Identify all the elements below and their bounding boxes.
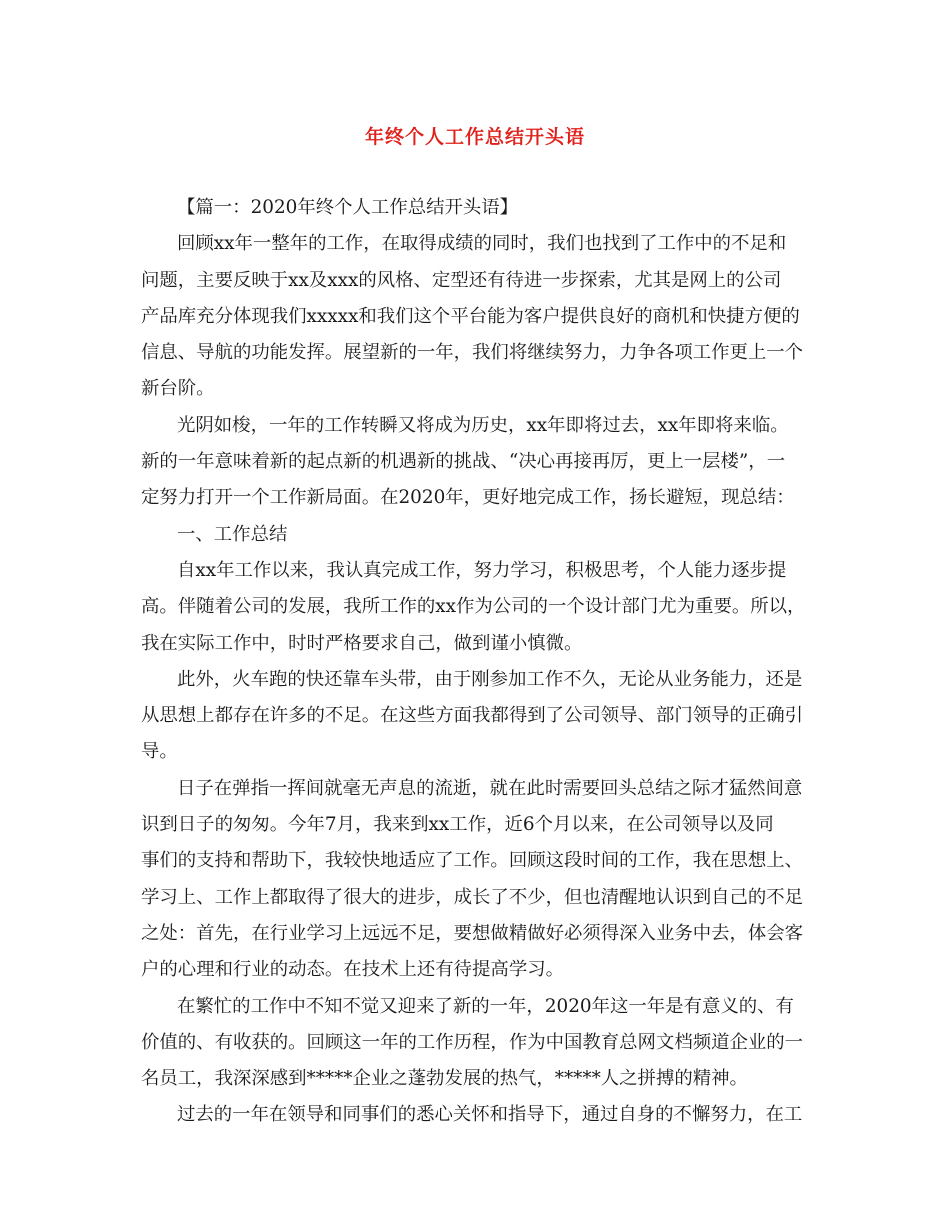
- text-line: 新台阶。: [141, 378, 215, 400]
- text-line: 识到日子的匆匆。今年7月，我来到xx工作，近6个月以来，在公司领导以及同: [141, 814, 774, 836]
- text-line: 光阴如梭，一年的工作转瞬又将成为历史，xx年即将过去，xx年即将来临。: [177, 414, 789, 436]
- text-line: 过去的一年在领导和同事们的悉心关怀和指导下，通过自身的不懈努力，在工: [177, 1104, 803, 1126]
- text-line: 我在实际工作中，时时严格要求自己，做到谨小慎微。: [141, 632, 583, 654]
- text-line: 从思想上都存在许多的不足。在这些方面我都得到了公司领导、部门领导的正确引: [141, 705, 804, 727]
- text-line: 高。伴随着公司的发展，我所工作的xx作为公司的一个设计部门尤为重要。所以，: [141, 596, 806, 618]
- text-line: 学习上、工作上都取得了很大的进步，成长了不少，但也清醒地认识到自己的不足: [141, 886, 804, 908]
- text-line: 在繁忙的工作中不知不觉又迎来了新的一年，2020年这一年是有意义的、有: [177, 995, 794, 1017]
- text-line: 信息、导航的功能发挥。展望新的一年，我们将继续努力，力争各项工作更上一个: [141, 342, 804, 364]
- text-line: 定努力打开一个工作新局面。在2020年，更好地完成工作，扬长避短，现总结：: [141, 487, 795, 509]
- text-line: 之处：首先，在行业学习上远远不足，要想做精做好必须得深入业务中去，体会客: [141, 922, 804, 944]
- text-line: 日子在弹指一挥间就毫无声息的流逝，就在此时需要回头总结之际才猛然间意: [177, 777, 803, 799]
- document-body: [141, 195, 831, 1139]
- text-line: 问题，主要反映于xx及xxx的风格、定型还有待进一步探索，尤其是网上的公司: [141, 269, 782, 291]
- text-line: 事们的支持和帮助下，我较快地适应了工作。回顾这段时间的工作，我在思想上、: [141, 850, 804, 872]
- text-line: 【篇一：2020年终个人工作总结开头语】: [177, 197, 519, 218]
- text-line: 自xx年工作以来，我认真完成工作，努力学习，积极思考，个人能力逐步提: [177, 559, 787, 581]
- text-line: 回顾xx年一整年的工作，在取得成绩的同时，我们也找到了工作中的不足和: [177, 233, 787, 255]
- text-line: 导。: [141, 741, 178, 763]
- text-line: 名员工，我深深感到*****企业之蓬勃发展的热气，*****人之拼搏的精神。: [141, 1068, 748, 1090]
- text-line: 价值的、有收获的。回顾这一年的工作历程，作为中国教育总网文档频道企业的一: [141, 1031, 804, 1053]
- text-line: 户的心理和行业的动态。在技术上还有待提高学习。: [141, 959, 564, 981]
- text-line: 一、工作总结: [177, 523, 288, 545]
- text-line: 新的一年意味着新的起点新的机遇新的挑战、“决心再接再厉，更上一层楼”，一: [141, 451, 786, 473]
- document-title: 年终个人工作总结开头语: [364, 126, 585, 148]
- text-line: 此外，火车跑的快还靠车头带，由于刚参加工作不久，无论从业务能力，还是: [177, 668, 803, 690]
- text-line: 产品库充分体现我们xxxxx和我们这个平台能为客户提供良好的商机和快捷方便的: [141, 305, 800, 327]
